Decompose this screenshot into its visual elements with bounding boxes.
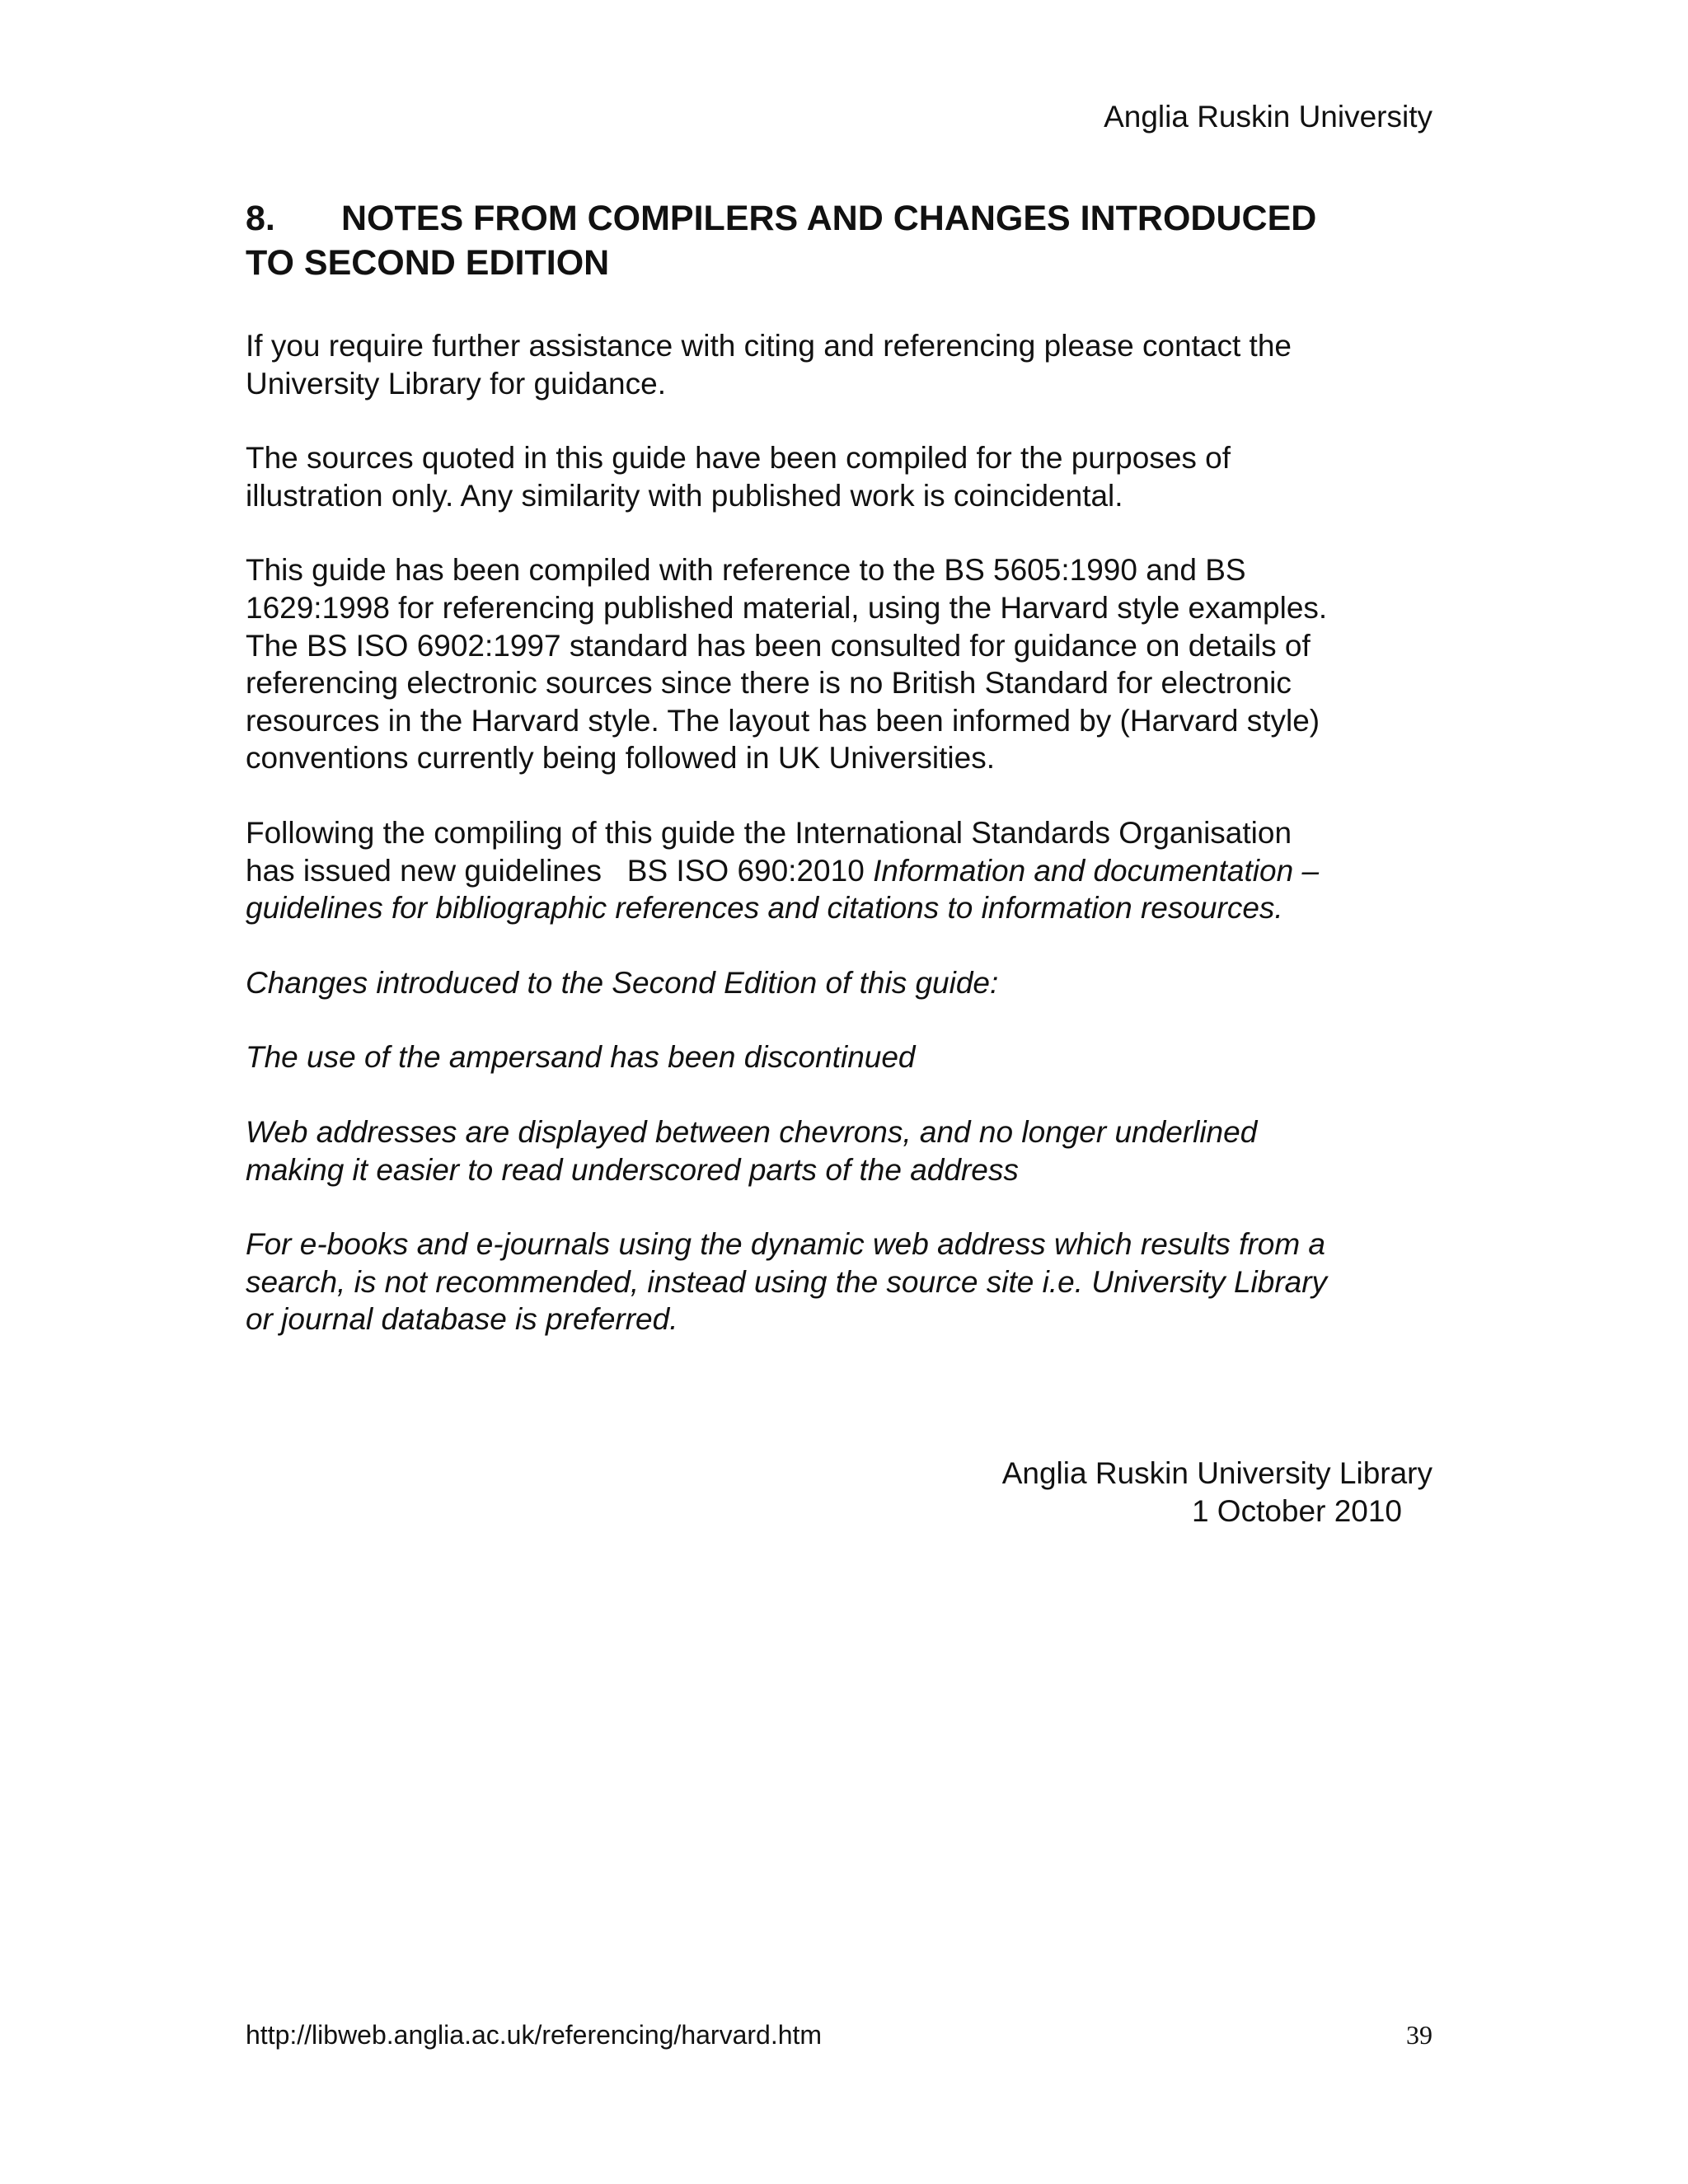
text-line: illustration only. Any similarity with published work is coincidental. [246, 478, 1123, 513]
text-line: If you require further assistance with citing and referencing please contact the [246, 329, 1292, 363]
change-item-ebooks [246, 1226, 1432, 1338]
change-item-web-addresses [246, 1113, 1432, 1188]
text-line: 1629:1998 for referencing published material, using the Harvard style examples. [246, 590, 1328, 625]
text-line: For e-books and e-journals using the dynamic web address which results from a [246, 1227, 1326, 1262]
section-number: 8. [246, 199, 275, 238]
page-number: 39 [1406, 2020, 1432, 2050]
text-line: The sources quoted in this guide have been compiled for the purposes of [246, 441, 1231, 476]
signature-organisation: Anglia Ruskin University Library [1001, 1456, 1432, 1490]
change-item-ampersand [246, 1038, 1432, 1076]
text-line: The BS ISO 6902:1997 standard has been consulted for guidance on details of [246, 628, 1311, 663]
section-title-line-1: NOTES FROM COMPILERS AND CHANGES INTRODUCED [341, 199, 1317, 238]
paragraph-standards [246, 551, 1432, 777]
changes-intro [246, 964, 1432, 1002]
text-line: University Library for guidance. [246, 366, 666, 401]
page-content [246, 196, 1432, 1376]
document-title-italic: guidelines for bibliographic references and citations to information resources. [246, 891, 1283, 926]
paragraph-assistance [246, 327, 1432, 402]
text-line: Changes introduced to the Second Edition of this guide: [246, 965, 999, 1000]
text-line: conventions currently being followed in UK Universities. [246, 741, 995, 776]
text-line: Web addresses are displayed between chevrons, and no longer underlined [246, 1114, 1258, 1149]
signature-date: 1 October 2010 [1191, 1494, 1402, 1528]
paragraph-sources [246, 439, 1432, 514]
text-line [246, 852, 1432, 890]
running-header: Anglia Ruskin University [1104, 100, 1432, 134]
text-line: referencing electronic sources since there is no British Standard for electronic [246, 666, 1292, 701]
footer-url: http://libweb.anglia.ac.uk/referencing/harvard.htm [246, 2020, 823, 2050]
text-line: or journal database is preferred. [246, 1302, 678, 1337]
text-line: Following the compiling of this guide the International Standards Organisation [246, 815, 1292, 850]
text-line: making it easier to read underscored parts of the address [246, 1152, 1019, 1187]
text-line: resources in the Harvard style. The layout has been informed by (Harvard style) [246, 703, 1320, 738]
paragraph-new-guidelines [246, 814, 1432, 927]
text-plain: has issued new guidelines BS ISO 690:2010 [246, 853, 874, 888]
text-line: search, is not recommended, instead using the source site i.e. University Library [246, 1264, 1328, 1299]
text-line: The use of the ampersand has been discontinued [246, 1040, 916, 1075]
section-heading [246, 196, 1432, 285]
text-line: This guide has been compiled with reference to the BS 5605:1990 and BS [246, 553, 1246, 588]
signature-block [1002, 1455, 1432, 1530]
section-title-line-2: TO SECOND EDITION [246, 243, 610, 283]
document-title-italic: Information and documentation – [873, 853, 1320, 888]
